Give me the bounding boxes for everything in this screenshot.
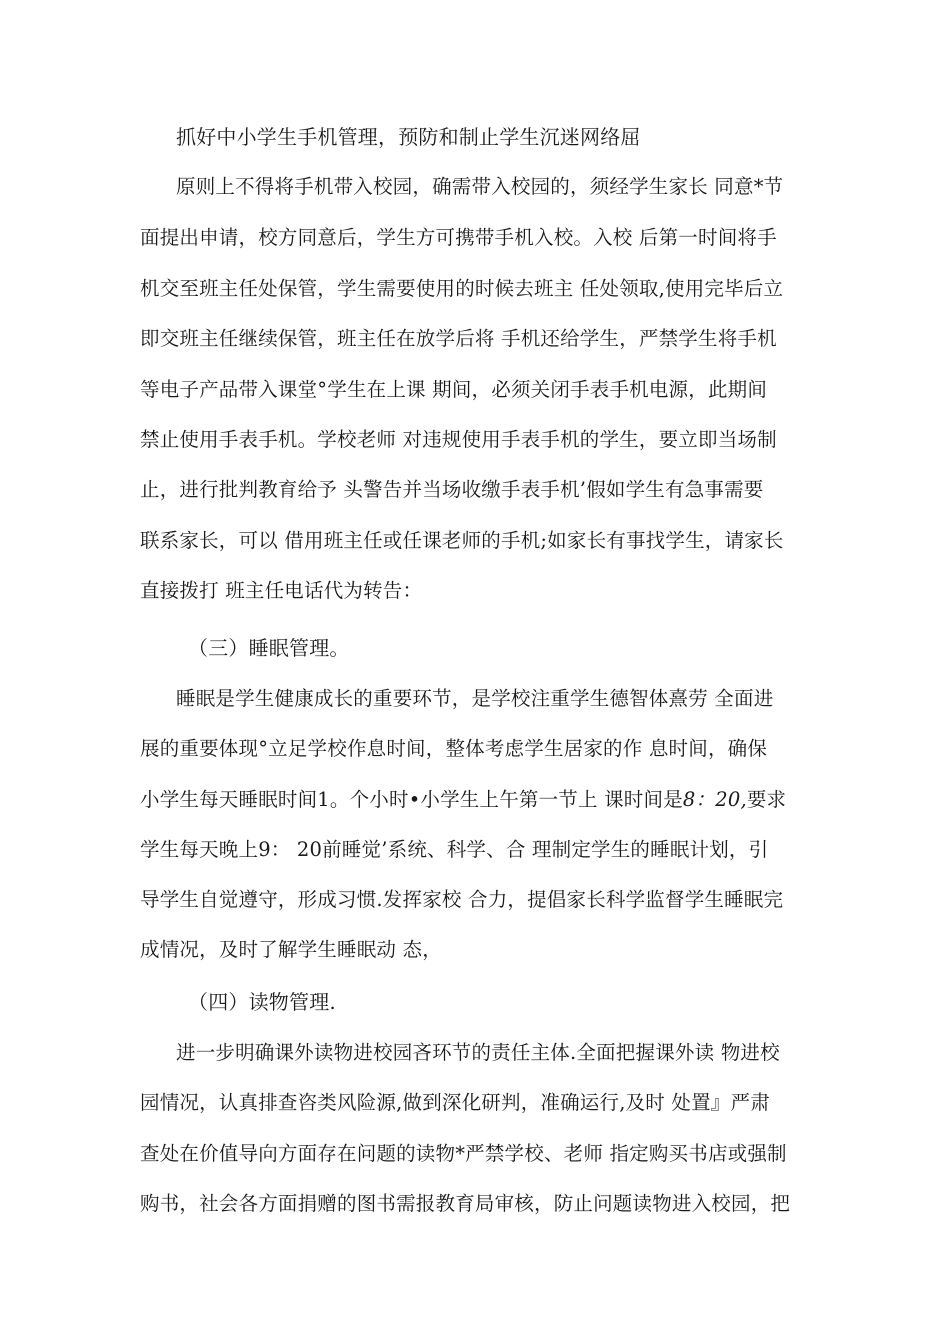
paragraph-line: 禁止使用手表手机。学校老师 对违规使用手表手机的学生，要立即当场制 — [140, 428, 777, 451]
paragraph-line: 学生每天晚上9： 20前睡觉’系统、科学、合 理制定学生的睡眠计划，引 — [140, 838, 769, 861]
paragraph-line: 展的重要体现°立足学校作息时间，整体考虑学生居家的作 息时间，确保 — [140, 737, 768, 760]
paragraph-line: 联系家长，可以 借用班主任或任课老师的手机;如家长有事找学生，请家长 — [140, 529, 784, 552]
paragraph-line: 睡眠是学生健康成长的重要环节，是学校注重学生德智体熹劳 全面进 — [176, 687, 774, 710]
class-time-value: 8：20, — [682, 788, 747, 811]
section-title: 抓好中小学生手机管理，预防和制止学生沉迷网络屈 — [176, 125, 641, 149]
sleep-heading: （三）睡眠管理。 — [188, 636, 350, 660]
reading-heading: （四）读物管理. — [188, 990, 336, 1014]
sleep-line-text: 要求 — [746, 788, 787, 811]
paragraph-line: 进一步明确课外读物进校园吝环节的责任主体.全面把握课外读 物进校 — [176, 1041, 780, 1064]
paragraph-line: 购书，社会各方面捐赠的图书需报教育局审核，防止问题读物进入校园，把 — [140, 1192, 791, 1215]
sleep-line-text: 小学生每天睡眠时间1。个小时•小学生上午第一节上 课时间是 — [140, 788, 683, 811]
paragraph-line: 园情况，认真排查咨类风险源,做到深化研判，准确运行,及时 处置』严肃 — [140, 1091, 770, 1114]
paragraph-line: 等电子产品带入课堂°学生在上课 期间，必须关闭手表手机电源，此期间 — [140, 378, 768, 401]
paragraph-line: 机交至班主任处保管，学生需要使用的时候去班主 任处领取,使用完毕后立 — [140, 277, 784, 300]
paragraph-line: 成情况，及时了解学生睡眠动 态， — [140, 938, 442, 961]
paragraph-line: 面提出申请，校方同意后，学生方可携带手机入校。入校 后第一时间将手 — [140, 226, 777, 249]
paragraph-line: 即交班主任继续保管，班主任在放学后将 手机还给学生，严禁学生将手机 — [140, 327, 777, 350]
paragraph-line: 原则上不得将手机带入校园，确需带入校园的，须经学生家长 同意*节 — [176, 175, 784, 198]
paragraph-line: 导学生自觉遵守，形成习惯.发挥家校 合力，提倡家长科学监督学生睡眠完 — [140, 888, 784, 911]
paragraph-line: 直接拨打 班主任电话代为转告： — [140, 579, 423, 602]
paragraph-line: 查处在价值导向方面存在问题的读物*严禁学校、老师 指定购买书店或强制 — [140, 1142, 787, 1165]
paragraph-line — [140, 786, 786, 814]
paragraph-line: 止，进行批判教育给予 头警告并当场收缴手表手机’假如学生有急事需要 — [140, 478, 764, 501]
